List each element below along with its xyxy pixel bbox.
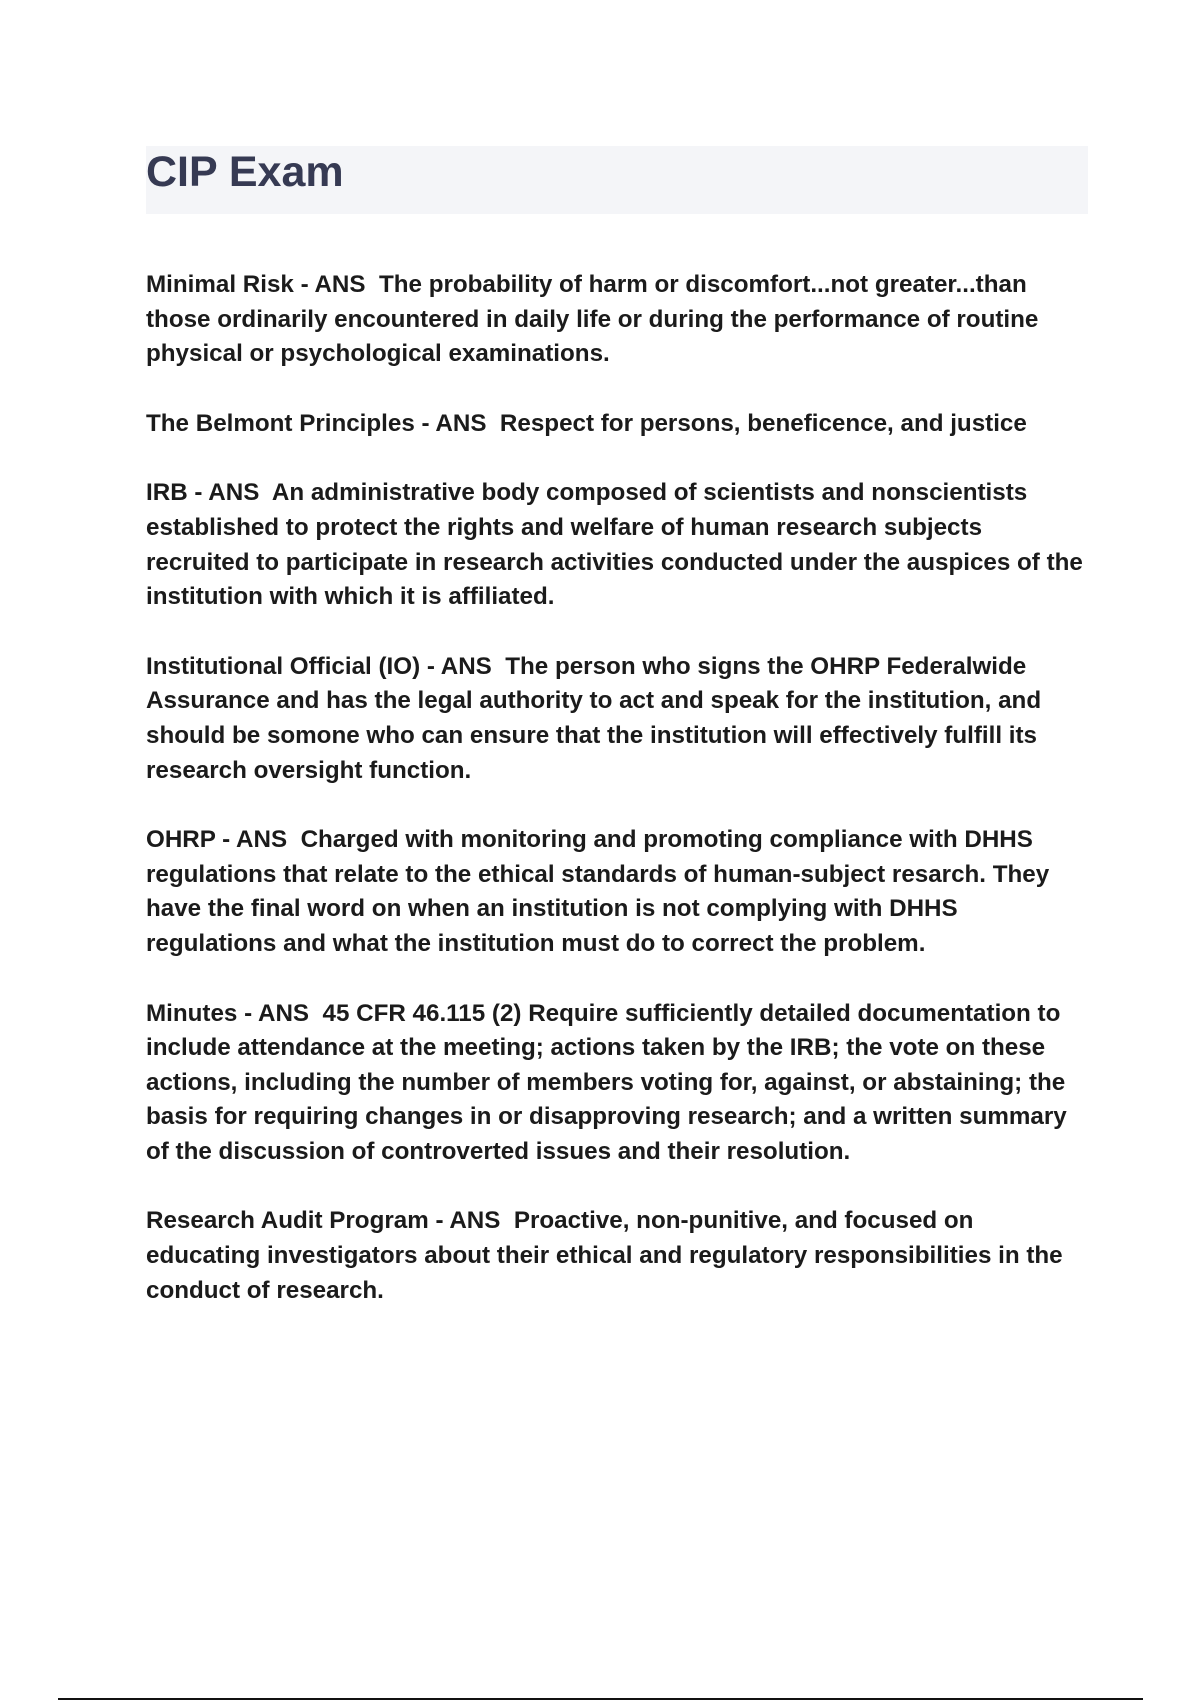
entry-separator: - ANS — [187, 479, 272, 507]
entry-term: IRB — [146, 479, 188, 507]
flashcard-entry-ohrp — [146, 823, 1086, 961]
entry-term: The Belmont Principles — [146, 409, 415, 437]
entry-term: Minimal Risk — [146, 271, 294, 298]
entry-separator: - ANS — [237, 999, 323, 1027]
entry-separator: - ANS — [428, 1207, 514, 1235]
entry-definition: Respect for persons, beneficence, and justice — [499, 409, 1027, 437]
entry-term: Institutional Official (IO) — [146, 652, 421, 680]
title-band — [146, 146, 1088, 214]
entry-separator: - ANS — [293, 271, 379, 298]
entry-definition: Charged with monitoring and promoting compliance with DHHS regulations that relate to the ethical standards of human-subject resarch. They have the final word on when an institution is not complying with DHHS regulations and what the institution must do to correct the problem. — [146, 826, 1050, 957]
entry-separator: - ANS — [420, 652, 506, 680]
flashcard-entry-irb — [146, 476, 1086, 614]
flashcard-entry-belmont-principles — [146, 407, 1086, 442]
entry-term: Research Audit Program — [146, 1207, 429, 1235]
document-title: CIP Exam — [146, 148, 344, 196]
entry-definition: 45 CFR 46.115 (2) Require sufficiently detailed documentation to include attendance at the meeting; actions taken by the IRB; the vote on these actions, including the number of members voting for, against, or abstaining; the basis for requiring changes in or disapproving research; and a written summary of the discussion of controverted issues and their resolution. — [146, 999, 1067, 1165]
flashcard-entry-institutional-official — [146, 650, 1086, 788]
entry-term: Minutes — [146, 999, 238, 1027]
entry-term: OHRP — [146, 826, 216, 854]
entry-definition: The probability of harm or discomfort...not greater...than those ordinarily encountered in daily life or during the performance of routine physical or psychological examinations. — [146, 271, 1039, 368]
entry-separator: - ANS — [215, 826, 301, 854]
flashcard-entry-research-audit-program — [146, 1204, 1086, 1308]
flashcard-entry-minutes — [146, 997, 1086, 1170]
entry-definition: Proactive, non-punitive, and focused on educating investigators about their ethical and regulatory responsibilities in the conduct of research. — [146, 1207, 1063, 1304]
flashcard-entry-minimal-risk — [146, 268, 1086, 372]
entry-separator: - ANS — [414, 409, 500, 437]
entry-definition: An administrative body composed of scientists and nonscientists established to protect the rights and welfare of human research subjects recruited to participate in research activities conducted under the auspices of the institution with which it is affiliated. — [146, 479, 1083, 611]
entry-definition: The person who signs the OHRP Federalwide Assurance and has the legal authority to act and speak for the institution, and should be somone who can ensure that the institution will effectively fulfill its research oversight function. — [146, 652, 1042, 784]
flashcard-list — [146, 268, 1086, 1343]
